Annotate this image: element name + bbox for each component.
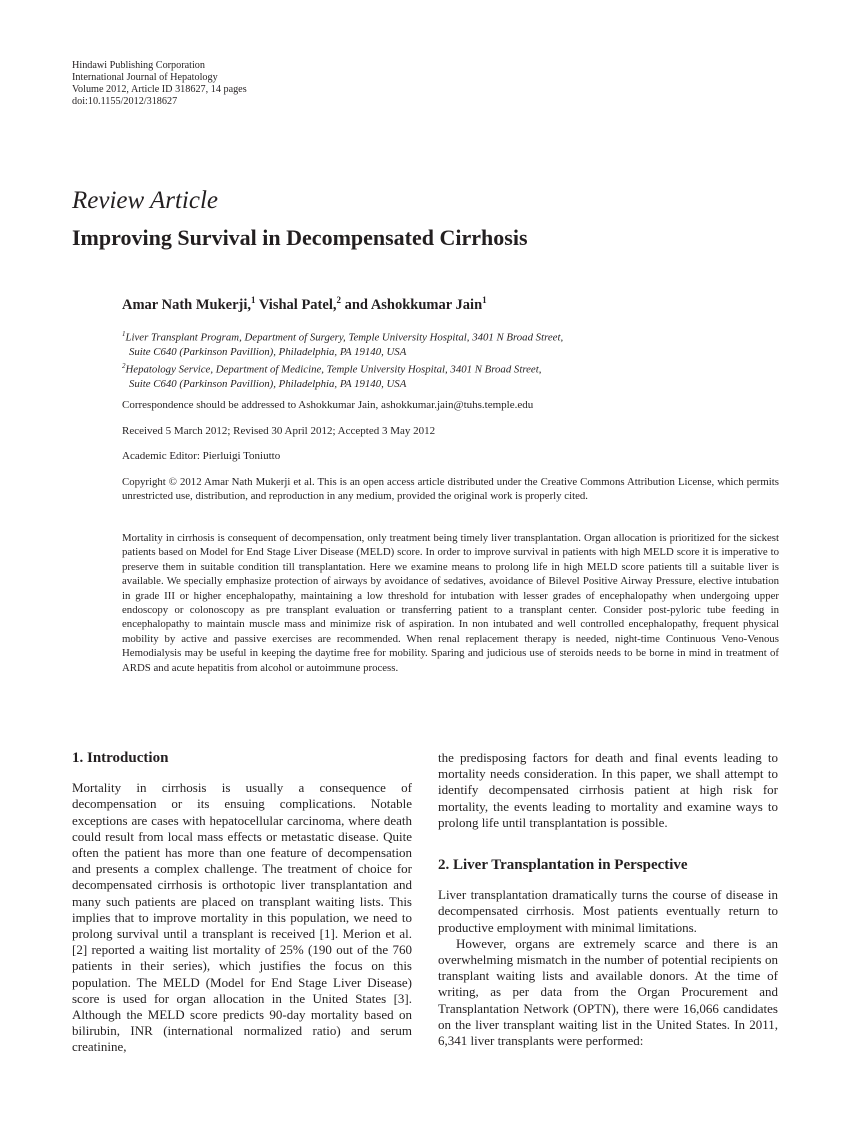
section2-paragraph-2: However, organs are extremely scarce and there is an overwhelming mismatch in the number of potential recipients on transplant waiting lists and available donors. At the time of writing, as per data from the Organ Procurement and Transplantation Network (OPTN), there were 16,066 candidates on the liver transplant waiting list in the United States. In 2011, 6,341 liver transplants were performed: bbox=[438, 935, 778, 1049]
academic-editor: Academic Editor: Pierluigi Toniutto bbox=[122, 450, 281, 462]
article-type: Review Article bbox=[72, 187, 219, 214]
article-dates: Received 5 March 2012; Revised 30 April 2012; Accepted 3 May 2012 bbox=[122, 425, 436, 437]
left-column bbox=[72, 750, 412, 1056]
section2-paragraph-1: Liver transplantation dramatically turns the course of disease in decompensated cirrhosis. Most patients eventually return to productive employment with minimal limitations. bbox=[438, 887, 778, 935]
author-3: and Ashokkumar Jain bbox=[340, 296, 483, 313]
author-2: Vishal Patel, bbox=[255, 296, 337, 313]
author-3-affil: 1 bbox=[482, 295, 487, 305]
copyright-notice: Copyright © 2012 Amar Nath Mukerji et al. This is an open access article distributed under the Creative Commons Attribution License, which permits unrestricted use, distribution, and reproduction in any medium, provided the original work is properly cited. bbox=[122, 476, 779, 503]
affiliation-2: $^2$Hepatology Service, Department of Medicine, Temple University Hospital, 3401 N Broad Street, bbox=[122, 362, 542, 376]
volume-info: Volume 2012, Article ID 318627, 14 pages bbox=[72, 84, 247, 95]
introduction-continued: the predisposing factors for death and final events leading to mortality needs consideration. In this paper, we shall attempt to identify decompensated cirrhosis patient at high risk for mortality, the events leading to mortality and examine ways to prolong life until transplantation is possible. bbox=[438, 750, 778, 830]
journal-header bbox=[72, 60, 247, 108]
affiliation-1: $^1$Liver Transplant Program, Department of Surgery, Temple University Hospital, 3401 N Broad Street, bbox=[122, 330, 564, 344]
affiliations bbox=[122, 327, 782, 391]
author-1-affil: 1 bbox=[251, 295, 256, 305]
article-title: Improving Survival in Decompensated Cirrhosis bbox=[72, 225, 528, 250]
section-heading-introduction: 1. Introduction bbox=[72, 750, 169, 766]
correspondence: Correspondence should be addressed to Ashokkumar Jain, ashokkumar.jain@tuhs.temple.edu bbox=[122, 399, 534, 411]
journal-name: International Journal of Hepatology bbox=[72, 72, 218, 83]
author-list bbox=[122, 295, 487, 314]
author-2-affil: 2 bbox=[336, 295, 341, 305]
affiliation-1-cont: Suite C640 (Parkinson Pavillion), Philadelphia, PA 19140, USA bbox=[129, 345, 407, 358]
doi: doi:10.1155/2012/318627 bbox=[72, 96, 178, 107]
abstract: Mortality in cirrhosis is consequent of decompensation, only treatment being timely liver transplantation. Organ allocation is prioritized for the sickest patients based on Model for End Stage Liver Disease (MELD) score. In order to improve survival in patients with high MELD score it is imperative to preserve them in suitable condition till transplantation. Here we examine means to prolong life in high MELD score patients till a suitable liver is available. We specially emphasize protection of airways by avoidance of sedatives, avoidance of Bilevel Positive Airway Pressure, elective intubation in grade III or higher encephalopathy, maintaining a low threshold for intubation with lesser grades of encephalopathy when undergoing upper endoscopy or colonoscopy as pre transplant evaluation or transferring patient to a transplant center. Consider post-pyloric tube feeding in encephalopathy to maintain muscle mass and minimize risk of aspiration. In non intubated and well controlled encephalopathy, frequent physical mobility by active and passive exercises are recommended. When renal replacement therapy is needed, night-time Continuous Veno-Venous Hemodialysis may be useful in keeping the daytime free for mobility. Sparing and judicious use of steroids needs to be borne in mind in treatment of ARDS and acute hepatitis from alcohol or autoimmune process. bbox=[122, 532, 779, 674]
author-1: Amar Nath Mukerji, bbox=[122, 296, 252, 313]
publisher: Hindawi Publishing Corporation bbox=[72, 60, 205, 71]
right-column bbox=[438, 750, 778, 1049]
section-heading-liver-transplantation: 2. Liver Transplantation in Perspective bbox=[438, 857, 688, 874]
introduction-paragraph: Mortality in cirrhosis is usually a consequence of decompensation or its ensuing complications. Notable exceptions are cases with hepatocellular carcinoma, where death could result from local mass effects or metastatic disease. Quite often the patient has more than one feature of decompensation and presents a complex challenge. The treatment of choice for decompensated cirrhosis is orthotopic liver transplantation and many such patients are placed on transplant waiting lists. This implies that to improve mortality in this population, we need to prolong survival until a transplant is received [1]. Merion et al. [2] reported a waiting list mortality of 25% (190 out of the 760 patients in their series), which justifies the focus on this population. The MELD (Model for End Stage Liver Disease) score is used for organ allocation in the United States [3]. Although the MELD score predicts 90-day mortality based on bilirubin, INR (international normalized ratio) and serum creatinine, bbox=[72, 780, 412, 1055]
affiliation-2-cont: Suite C640 (Parkinson Pavillion), Philadelphia, PA 19140, USA bbox=[129, 378, 407, 391]
